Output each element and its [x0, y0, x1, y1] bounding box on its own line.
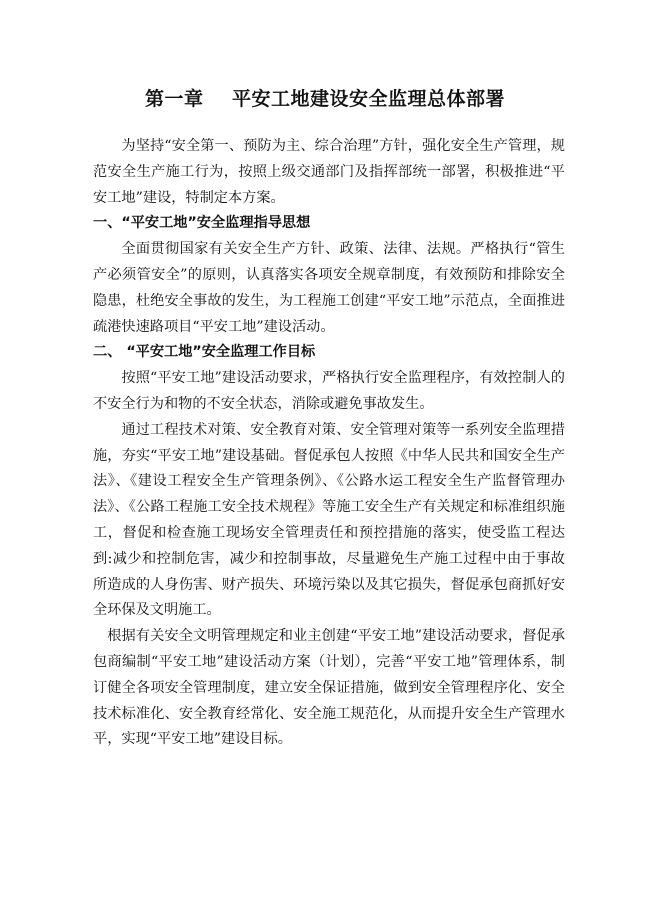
- section-2-paragraph-3: 根据有关安全文明管理规定和业主创建“平安工地”建设活动要求，督促承包商编制“平安工地”建设活动方案（计划），完善“平安工地”管理体系，制订健全各项安全管理制度，建立安全保证措施，做到安全管理程序化、安全技术标准化、安全教育经常化、安全施工规范化，从而提升安全生产管理水平，实现“平安工地”建设目标。: [93, 628, 565, 748]
- section-1-heading: 一、“平安工地”安全监理指导思想: [93, 215, 311, 232]
- section-2-paragraph-1: 按照“平安工地”建设活动要求，严格执行安全监理程序，有效控制人的不安全行为和物的不安全状态，消除或避免事故发生。: [93, 370, 565, 412]
- section-1-paragraph: 全面贯彻国家有关安全生产方针、政策、法律、法规。严格执行“管生产必须管安全”的原则，认真落实各项安全规章制度，有效预防和排除安全隐患，杜绝安全事故的发生，为工程施工创建“平安工地”示范点，全面推进疏港快速路项目“平安工地”建设活动。: [93, 241, 565, 335]
- section-2-heading: 二、 “平安工地”安全监理工作目标: [93, 344, 316, 361]
- intro-paragraph: 为坚持“安全第一、预防为主、综合治理”方针，强化安全生产管理，规范安全生产施工行为，按照上级交通部门及指挥部统一部署，积极推进“平安工地”建设，特制定本方案。: [93, 138, 565, 206]
- section-2-paragraph-2: 通过工程技术对策、安全教育对策、安全管理对策等一系列安全监理措施，夯实“平安工地”建设基础。督促承包人按照《中华人民共和国安全生产法》、《建设工程安全生产管理条例》、《公路水运工程安全生产监督管理办法》、《公路工程施工安全技术规程》等施工安全生产有关规定和标准组织施工，督促和检查施工现场安全管理责任和预控措施的落实，使受监工程达到:减少和控制危害，减少和控制事故，尽量避免生产施工过程中由于事故所造成的人身伤害、财产损失、环境污染以及其它损失，督促承包商抓好安全环保及文明施工。: [93, 421, 565, 619]
- document-body: [93, 134, 565, 753]
- chapter-title: 第一章 平安工地建设安全监理总体部署: [145, 88, 505, 110]
